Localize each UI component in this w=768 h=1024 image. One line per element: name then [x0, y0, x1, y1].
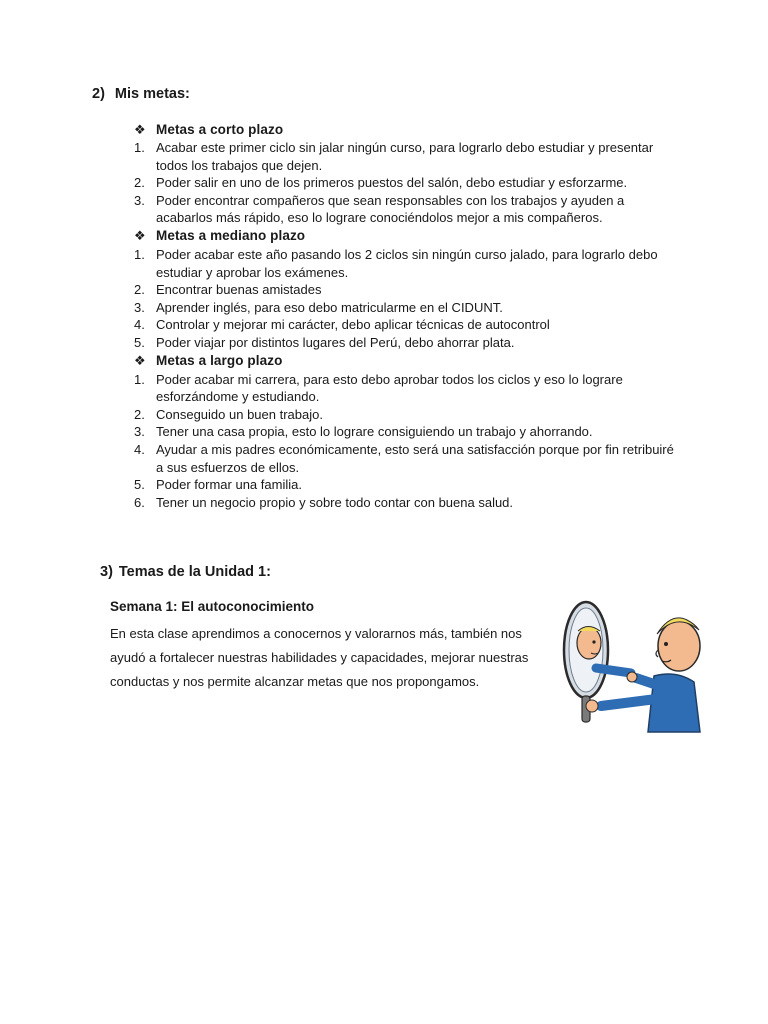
section-2-heading — [92, 86, 190, 102]
section-title: Temas de la Unidad 1: — [118, 564, 271, 580]
section-3-heading — [100, 564, 271, 580]
goal-number: 1. — [134, 246, 145, 262]
goal-text: Tener un negocio propio y sobre todo contar con buena salud. — [156, 494, 514, 510]
goal-text: Acabar este primer ciclo sin jalar ningún curso, para lograrlo debo estudiar y presentar todos los trabajos que dejen. — [156, 140, 654, 173]
goal-group — [134, 120, 674, 227]
goal-group — [134, 352, 674, 512]
goal-group-title: Metas a largo plazo — [156, 353, 283, 369]
goals-list — [134, 120, 674, 511]
goal-number: 5. — [134, 477, 145, 493]
goal-group — [134, 227, 674, 352]
goal-number: 3. — [134, 192, 145, 208]
goal-group-header — [134, 352, 674, 370]
man-with-mirror-illustration — [556, 598, 706, 733]
goal-number: 1. — [134, 140, 145, 155]
goal-number: 3. — [134, 299, 145, 315]
goal-item — [134, 174, 674, 192]
goal-number: 3. — [134, 424, 145, 440]
goal-text: Poder viajar por distintos lugares del Perú, debo ahorrar plata. — [156, 334, 515, 350]
goal-item — [134, 476, 674, 494]
goal-item — [134, 281, 674, 299]
goal-text: Aprender inglés, para eso debo matricularme en el CIDUNT. — [156, 299, 503, 315]
goal-number: 4. — [134, 441, 145, 457]
goal-text: Conseguido un buen trabajo. — [156, 406, 323, 422]
diamond-bullet-icon: ❖ — [134, 353, 146, 369]
diamond-bullet-icon: ❖ — [134, 121, 146, 137]
goal-item — [134, 246, 674, 281]
semana-1-title: Semana 1: El autoconocimiento — [110, 599, 315, 614]
goal-number: 1. — [134, 371, 145, 387]
goal-item — [134, 316, 674, 334]
goal-item — [134, 139, 674, 174]
goal-group-title: Metas a corto plazo — [156, 121, 284, 137]
goal-text: Poder salir en uno de los primeros puestos del salón, debo estudiar y esforzarme. — [156, 175, 628, 191]
goal-number: 2. — [134, 175, 145, 191]
goal-text: Poder encontrar compañeros que sean responsables con los trabajos y ayuden a acabarlos más rápido, eso lo lograre conociéndolos mejor a mis compañeros. — [156, 192, 625, 226]
goal-number: 6. — [134, 494, 145, 510]
goal-group-header — [134, 227, 674, 245]
goal-number: 2. — [134, 282, 145, 298]
goal-item — [134, 334, 674, 352]
goal-item — [134, 192, 674, 227]
goal-group-header — [134, 120, 674, 138]
section-title: Mis metas: — [114, 86, 190, 102]
semana-1-body: En esta clase aprendimos a conocernos y valorarnos más, también nos ayudó a fortalecer nuestras habilidades y capacidades, mejorar nuestras conductas y nos permite alcanzar metas que nos propongamos. — [110, 626, 529, 689]
section-number: 2) — [92, 86, 105, 102]
goal-number: 2. — [134, 406, 145, 422]
goal-text: Encontrar buenas amistades — [156, 282, 322, 298]
goal-text: Ayudar a mis padres económicamente, esto será una satisfacción porque por fin retribuiré a sus esfuerzos de ellos. — [156, 441, 674, 475]
diamond-bullet-icon: ❖ — [134, 228, 146, 244]
goal-item — [134, 299, 674, 317]
goal-list — [134, 139, 674, 227]
goal-item — [134, 406, 674, 424]
goal-item — [134, 441, 674, 476]
goal-number: 4. — [134, 317, 145, 333]
goal-list — [134, 246, 674, 352]
goal-text: Poder formar una familia. — [156, 477, 302, 493]
goal-item — [134, 494, 674, 512]
goal-number: 5. — [134, 334, 145, 350]
goal-item — [134, 371, 674, 406]
goal-list — [134, 371, 674, 512]
goal-group-title: Metas a mediano plazo — [156, 228, 306, 244]
goal-text: Controlar y mejorar mi carácter, debo aplicar técnicas de autocontrol — [156, 317, 550, 333]
section-number: 3) — [100, 564, 113, 580]
goal-text: Poder acabar mi carrera, para esto debo aprobar todos los ciclos y eso lo lograre esforzándome y estudiando. — [156, 371, 623, 405]
goal-text: Tener una casa propia, esto lo lograre consiguiendo un trabajo y ahorrando. — [156, 424, 593, 440]
goal-item — [134, 423, 674, 441]
goal-text: Poder acabar este año pasando los 2 ciclos sin ningún curso jalado, para lograrlo debo estudiar y aprobar los exámenes. — [156, 246, 658, 280]
